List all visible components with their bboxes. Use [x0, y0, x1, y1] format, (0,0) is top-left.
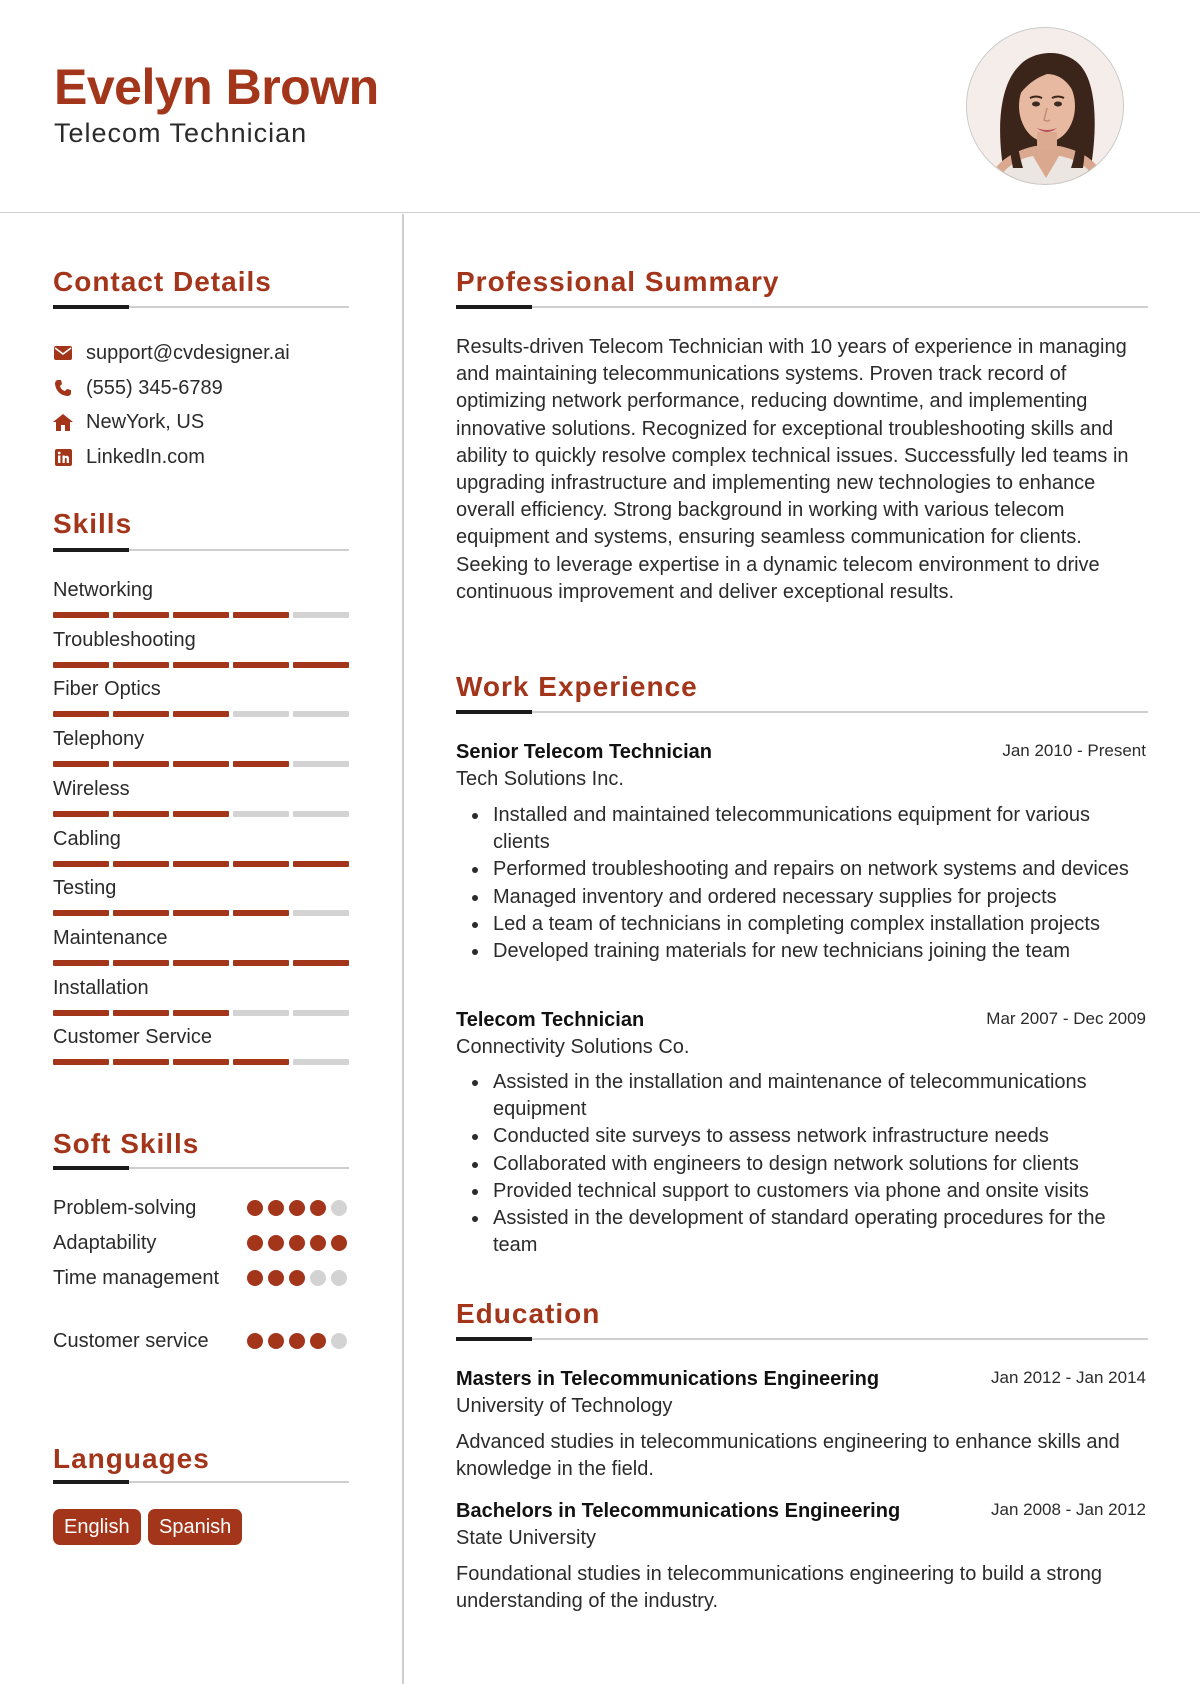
- rating-dot: [331, 1333, 347, 1349]
- skill-level-segment: [53, 1059, 109, 1065]
- skill-level-segment: [173, 612, 229, 618]
- soft-skill-rating: [247, 1270, 347, 1286]
- skill-level-bar: [53, 761, 349, 767]
- contact-email-text: support@cvdesigner.ai: [86, 341, 290, 364]
- skill-level-segment: [233, 761, 289, 767]
- skill-level-segment: [293, 761, 349, 767]
- job-company: Tech Solutions Inc.: [456, 768, 624, 790]
- list-item: Assisted in the development of standard operating procedures for the team: [456, 1205, 1146, 1259]
- list-item: Collaborated with engineers to design network solutions for clients: [456, 1151, 1146, 1178]
- education-degree: Bachelors in Telecommunications Engineering: [456, 1500, 901, 1522]
- column-divider: [402, 214, 404, 1684]
- contact-location-text: NewYork, US: [86, 410, 205, 433]
- soft-skill-name: Adaptability: [53, 1232, 157, 1254]
- rating-dot: [289, 1200, 305, 1216]
- skill-level-segment: [233, 910, 289, 916]
- job-bullets: [456, 1069, 1146, 1259]
- skill-level-segment: [293, 711, 349, 717]
- skill-name: Telephony: [53, 728, 145, 751]
- education-school: University of Technology: [456, 1395, 673, 1417]
- job-date: Mar 2007 - Dec 2009: [986, 1009, 1146, 1028]
- skill-level-bar: [53, 960, 349, 966]
- rating-dot: [247, 1235, 263, 1251]
- rating-dot: [268, 1333, 284, 1349]
- job-title: Senior Telecom Technician: [456, 741, 712, 763]
- skill-name: Customer Service: [53, 1026, 212, 1049]
- soft-skill-name: Customer service: [53, 1330, 209, 1352]
- skill-name: Fiber Optics: [53, 678, 161, 701]
- skill-level-segment: [53, 811, 109, 817]
- soft-skill-rating: [247, 1235, 347, 1251]
- candidate-title: Telecom Technician: [54, 118, 308, 148]
- soft-skill-name: Problem-solving: [53, 1197, 197, 1219]
- skill-level-segment: [233, 960, 289, 966]
- skill-level-segment: [113, 861, 169, 867]
- skill-level-segment: [53, 861, 109, 867]
- skill-level-segment: [293, 861, 349, 867]
- rating-dot: [310, 1333, 326, 1349]
- education-degree: Masters in Telecommunications Engineering: [456, 1368, 880, 1390]
- skill-level-segment: [233, 1059, 289, 1065]
- resume-header: [0, 0, 1200, 213]
- skill-level-segment: [173, 960, 229, 966]
- education-description: Advanced studies in telecommunications engineering to enhance skills and knowledge in the field.: [456, 1431, 1120, 1481]
- skill-name: Troubleshooting: [53, 628, 196, 651]
- skill-level-segment: [233, 612, 289, 618]
- skill-level-segment: [173, 1010, 229, 1016]
- linkedin-icon: [53, 447, 73, 467]
- skill-name: Installation: [53, 976, 149, 999]
- skills-heading: Skills: [53, 508, 133, 539]
- language-badge-english: English: [53, 1509, 141, 1545]
- education-description: Foundational studies in telecommunications engineering to build a strong understanding of the industry.: [456, 1563, 1102, 1613]
- experience-heading-rule: [456, 711, 1148, 713]
- skill-level-segment: [293, 1059, 349, 1065]
- rating-dot: [247, 1200, 263, 1216]
- skill-name: Wireless: [53, 777, 130, 800]
- skill-level-segment: [113, 612, 169, 618]
- job-company: Connectivity Solutions Co.: [456, 1036, 690, 1058]
- soft-skill-rating: [247, 1200, 347, 1216]
- rating-dot: [268, 1235, 284, 1251]
- skill-name: Testing: [53, 877, 117, 900]
- rating-dot: [268, 1200, 284, 1216]
- contact-heading-rule: [53, 306, 349, 308]
- list-item: Provided technical support to customers via phone and onsite visits: [456, 1178, 1146, 1205]
- contact-email[interactable]: [53, 340, 290, 366]
- rating-dot: [247, 1270, 263, 1286]
- soft-skill-name: Time management: [53, 1267, 219, 1289]
- list-item: Performed troubleshooting and repairs on network systems and devices: [456, 856, 1146, 883]
- skill-level-bar: [53, 612, 349, 618]
- rating-dot: [331, 1200, 347, 1216]
- skill-level-segment: [113, 1010, 169, 1016]
- education-date: Jan 2008 - Jan 2012: [990, 1500, 1146, 1519]
- skill-level-segment: [53, 910, 109, 916]
- skill-level-segment: [53, 612, 109, 618]
- profile-photo: [966, 27, 1124, 185]
- education-heading-rule: [456, 1338, 1148, 1340]
- skill-level-segment: [233, 711, 289, 717]
- skill-level-segment: [293, 1010, 349, 1016]
- list-item: Conducted site surveys to assess network infrastructure needs: [456, 1123, 1146, 1150]
- skill-level-segment: [173, 910, 229, 916]
- skill-level-segment: [293, 811, 349, 817]
- skill-level-segment: [173, 861, 229, 867]
- list-item: Installed and maintained telecommunications equipment for various clients: [456, 802, 1146, 856]
- profile-photo-portrait: [967, 28, 1124, 185]
- contact-phone-text: (555) 345-6789: [86, 376, 223, 399]
- rating-dot: [289, 1333, 305, 1349]
- skill-level-segment: [293, 612, 349, 618]
- phone-icon: [53, 378, 73, 398]
- skill-level-segment: [293, 910, 349, 916]
- rating-dot: [331, 1235, 347, 1251]
- skill-level-segment: [113, 910, 169, 916]
- rating-dot: [310, 1235, 326, 1251]
- skill-level-segment: [53, 960, 109, 966]
- skill-level-segment: [113, 662, 169, 668]
- summary-heading: Professional Summary: [456, 266, 780, 297]
- soft-skill-rating: [247, 1333, 347, 1349]
- education-date: Jan 2012 - Jan 2014: [990, 1368, 1146, 1387]
- skill-level-bar: [53, 861, 349, 867]
- skill-level-segment: [113, 811, 169, 817]
- skill-level-bar: [53, 1059, 349, 1065]
- contact-linkedin-text: LinkedIn.com: [86, 445, 205, 468]
- summary-heading-rule: [456, 306, 1148, 308]
- envelope-icon: [53, 343, 73, 363]
- skill-level-segment: [293, 662, 349, 668]
- rating-dot: [289, 1235, 305, 1251]
- rating-dot: [310, 1200, 326, 1216]
- list-item: Managed inventory and ordered necessary supplies for projects: [456, 884, 1146, 911]
- rating-dot: [331, 1270, 347, 1286]
- skill-level-segment: [173, 761, 229, 767]
- education-heading: Education: [456, 1298, 601, 1329]
- skill-level-bar: [53, 662, 349, 668]
- skill-level-bar: [53, 1010, 349, 1016]
- contact-phone[interactable]: [53, 375, 223, 401]
- skill-level-segment: [113, 711, 169, 717]
- language-badge-spanish: Spanish: [148, 1509, 242, 1545]
- rating-dot: [310, 1270, 326, 1286]
- languages-heading: Languages: [53, 1443, 210, 1474]
- rating-dot: [268, 1270, 284, 1286]
- skill-level-segment: [293, 960, 349, 966]
- skill-level-segment: [173, 811, 229, 817]
- skill-level-segment: [53, 761, 109, 767]
- skill-level-segment: [113, 960, 169, 966]
- soft-skills-heading: Soft Skills: [53, 1128, 200, 1159]
- soft-skills-heading-rule: [53, 1167, 349, 1169]
- skill-level-segment: [53, 662, 109, 668]
- skills-heading-rule: [53, 549, 349, 551]
- candidate-name: Evelyn Brown: [54, 59, 379, 115]
- experience-heading: Work Experience: [456, 671, 698, 702]
- skill-level-segment: [233, 811, 289, 817]
- skill-level-segment: [173, 1059, 229, 1065]
- languages-heading-rule: [53, 1481, 349, 1483]
- rating-dot: [247, 1333, 263, 1349]
- contact-location: [53, 409, 204, 435]
- list-item: Assisted in the installation and maintenance of telecommunications equipment: [456, 1069, 1146, 1123]
- skill-name: Cabling: [53, 827, 121, 850]
- rating-dot: [289, 1270, 305, 1286]
- skill-level-bar: [53, 711, 349, 717]
- skill-level-segment: [233, 1010, 289, 1016]
- skill-level-bar: [53, 811, 349, 817]
- skill-name: Maintenance: [53, 926, 168, 949]
- contact-linkedin[interactable]: [53, 444, 205, 470]
- skill-level-segment: [53, 1010, 109, 1016]
- list-item: Led a team of technicians in completing complex installation projects: [456, 911, 1146, 938]
- job-bullets: [456, 802, 1146, 965]
- job-title: Telecom Technician: [456, 1009, 645, 1031]
- contact-heading: Contact Details: [53, 266, 272, 297]
- skill-name: Networking: [53, 579, 154, 601]
- summary-text: Results-driven Telecom Technician with 10 years of experience in managing and maintaining telecommunications systems. Proven track record of optimizing network performance, reducing downtime, and implementing innovative solutions. Recognized for exceptional troubleshooting skills and ability to quickly resolve complex technical issues. Successfully led teams in upgrading infrastructure and implementing new technologies to enhance overall efficiency. Strong background in working with various telecom equipment and systems, ensuring seamless communication for clients. Seeking to leverage expertise in a dynamic telecom environment to drive continuous improvement and deliver exceptional results.: [456, 336, 1129, 603]
- skill-level-segment: [113, 761, 169, 767]
- skill-level-segment: [173, 711, 229, 717]
- education-school: State University: [456, 1527, 597, 1549]
- skill-level-segment: [233, 662, 289, 668]
- skill-level-segment: [113, 1059, 169, 1065]
- skill-level-segment: [173, 662, 229, 668]
- skill-level-bar: [53, 910, 349, 916]
- skill-level-segment: [53, 711, 109, 717]
- home-icon: [53, 412, 73, 432]
- list-item: Developed training materials for new technicians joining the team: [456, 938, 1146, 965]
- skill-level-segment: [233, 861, 289, 867]
- job-date: Jan 2010 - Present: [1002, 741, 1146, 760]
